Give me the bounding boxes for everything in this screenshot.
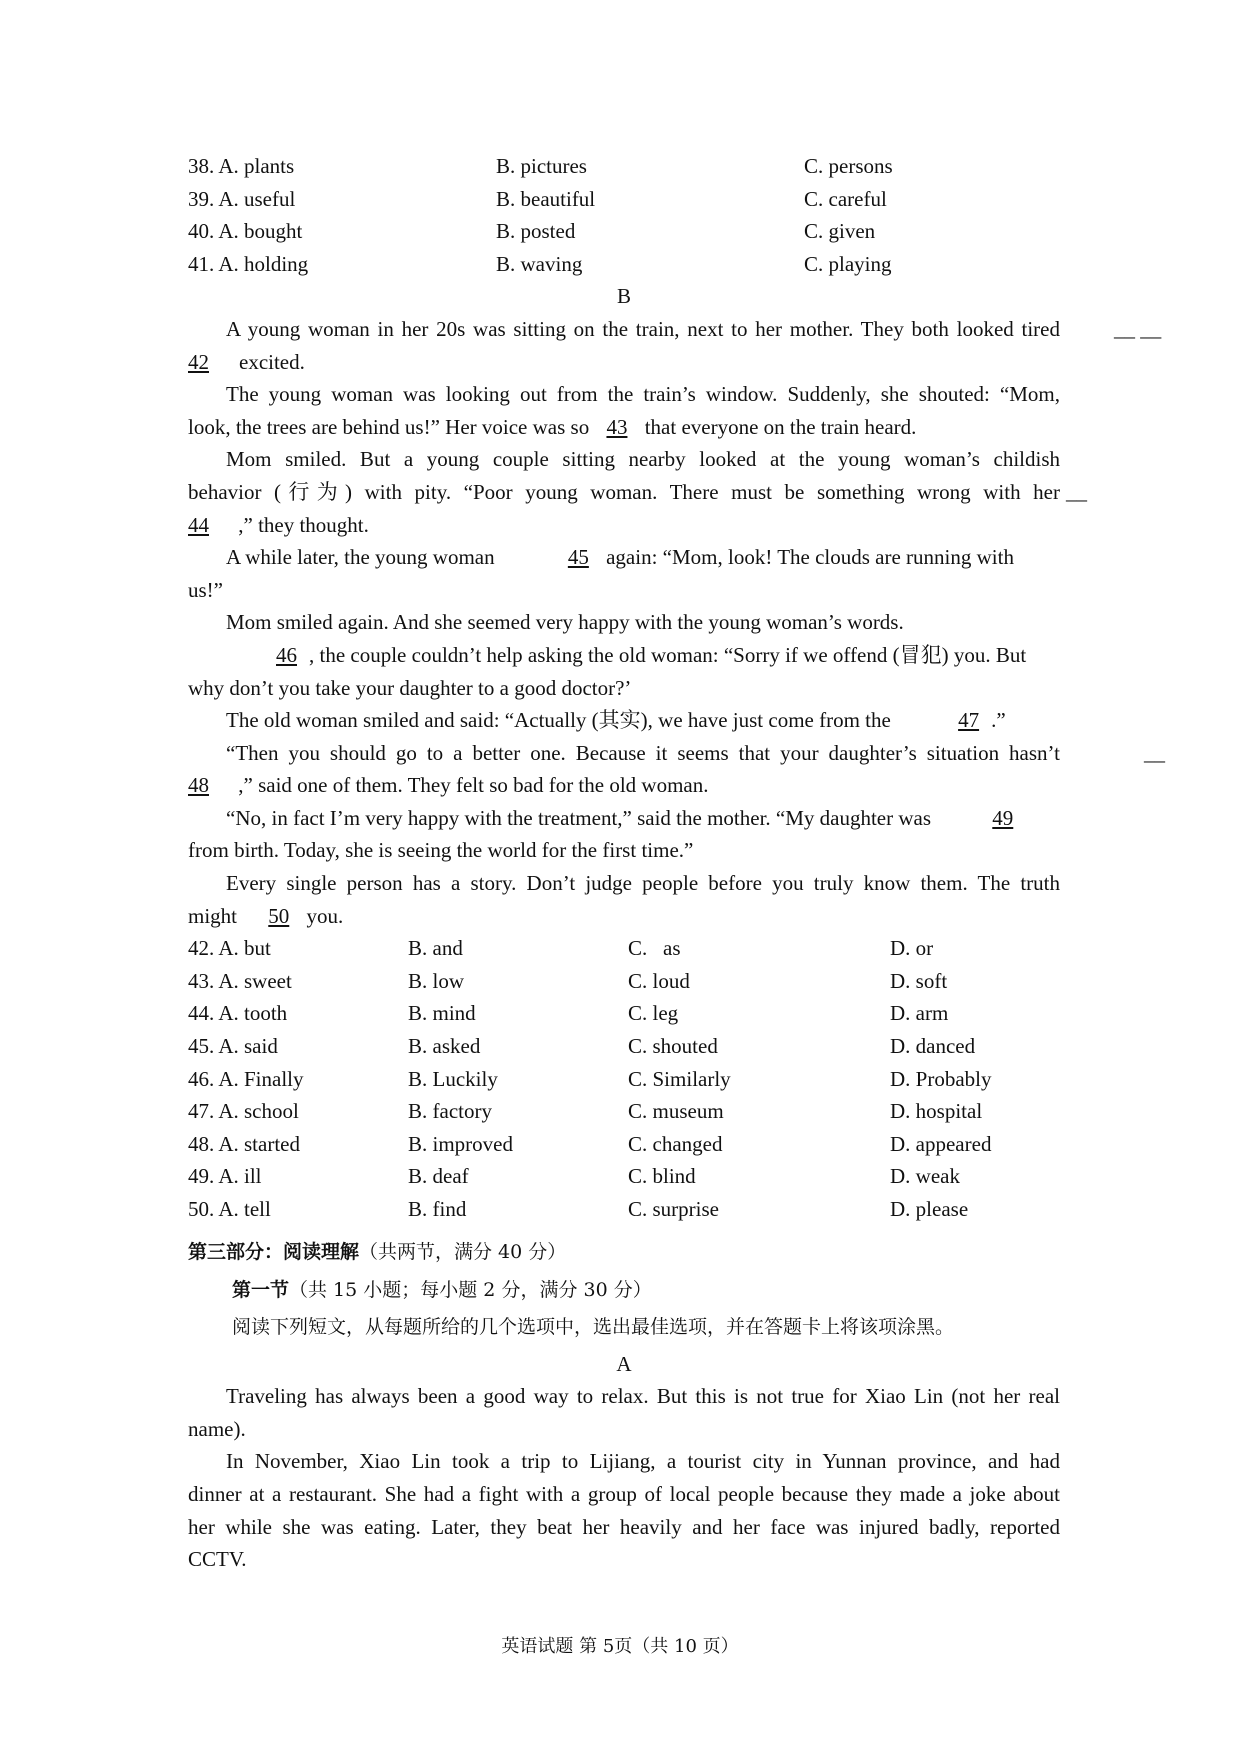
passage-line: from birth. Today, she is seeing the world for the first time.” <box>188 838 694 863</box>
option-row-49: 49. A. ill B. deaf C. blind D. weak <box>188 1164 960 1189</box>
passage-line: dinner at a restaurant. She had a fight with a group of local people because they made a joke about <box>188 1481 1060 1506</box>
passage-b <box>188 313 1165 932</box>
option-row-48: 48. A. started B. improved C. changed D. appeared <box>188 1131 992 1156</box>
option-row-46: 46. A. Finally B. Luckily C. Similarly D. Probably <box>188 1066 992 1091</box>
option-row-43: 43. A. sweet B. low C. loud D. soft <box>188 968 948 993</box>
option-row-41: 41. A. holding B. waving C. playing <box>188 251 892 276</box>
section1-heading: 第一节（共 15 小题；每小题 2 分，满分 30 分） <box>232 1278 652 1301</box>
blank-49: 49 <box>992 805 1014 830</box>
passage-line: behavior (行为) with pity. “Poor young woman. There must be something wrong with her __ <box>188 479 1087 504</box>
option-row-40: 40. A. bought B. posted C. given <box>188 219 876 244</box>
option-row-39: 39. A. useful B. beautiful C. careful <box>188 186 887 211</box>
passage-line: Mom smiled again. And she seemed very happy with the young woman’s words. <box>226 610 904 635</box>
passage-line: The old woman smiled and said: “Actually (其实), we have just come from the 47 .” <box>188 704 1060 737</box>
passage-line: why don’t you take your daughter to a good doctor?’ <box>188 675 632 700</box>
option-row-47: 47. A. school B. factory C. museum D. hospital <box>188 1099 983 1124</box>
option-row-44: 44. A. tooth B. mind C. leg D. arm <box>188 1001 949 1026</box>
option-row-45: 45. A. said B. asked C. shouted D. danced <box>188 1034 976 1059</box>
passage-line: In November, Xiao Lin took a trip to Lijiang, a tourist city in Yunnan province, and had <box>226 1449 1060 1474</box>
passage-line: Mom smiled. But a young couple sitting nearby looked at the young woman’s childish <box>226 447 1060 472</box>
exam-page <box>188 150 1165 1576</box>
blank-45: 45 <box>567 545 589 570</box>
blank-44: 44 <box>188 512 209 537</box>
reading-instruction: 阅读下列短文，从每题所给的几个选项中，选出最佳选项，并在答题卡上将该项涂黑。 <box>232 1315 955 1338</box>
page-footer: 英语试题 第 5页（共 10 页） <box>501 1636 739 1657</box>
blank-47: 47 <box>958 708 980 733</box>
passage-line: CCTV. <box>188 1547 247 1572</box>
blank-42: 42 <box>188 349 209 374</box>
passage-line: The young woman was looking out from the train’s window. Suddenly, she shouted: “Mom, <box>226 382 1060 407</box>
passage-line: Every single person has a story. Don’t judge people before you truly know them. The truth <box>226 871 1060 896</box>
option-row-38: 38. A. plants B. pictures C. persons <box>188 154 893 178</box>
blank-50: 50 <box>268 903 290 928</box>
passage-line: 44 ,” they thought. <box>188 509 1060 542</box>
passage-line: look, the trees are behind us!” Her voice was so 43 that everyone on the train heard. <box>188 411 1060 444</box>
blank-43: 43 <box>606 414 628 439</box>
section-letter-b: B <box>616 284 631 309</box>
passage-line: 48 ,” said one of them. They felt so bad for the old woman. <box>188 769 1060 802</box>
section-letter-a: A <box>616 1351 632 1376</box>
passage-line: might 50 you. <box>188 900 1060 933</box>
passage-a <box>188 1380 1060 1576</box>
passage-line: “Then you should go to a better one. Because it seems that your daughter’s situation hasn’t __ <box>226 740 1165 765</box>
passage-line: name). <box>188 1416 246 1441</box>
passage-line: 42 excited. <box>188 346 1060 379</box>
passage-line: A while later, the young woman 45 again: “Mom, look! The clouds are running with <box>188 541 1060 574</box>
passage-line: A young woman in her 20s was sitting on the train, next to her mother. They both looked tired __ __ <box>226 316 1162 341</box>
options-42-50 <box>188 932 1060 1225</box>
part3-heading: 第三部分：阅读理解（共两节，满分 40 分） <box>188 1240 567 1263</box>
passage-line: “No, in fact I’m very happy with the treatment,” said the mother. “My daughter was 49 <box>188 802 1060 835</box>
blank-48: 48 <box>188 773 209 798</box>
passage-line: us!” <box>188 577 223 602</box>
passage-line: Traveling has always been a good way to relax. But this is not true for Xiao Lin (not her real <box>226 1384 1060 1409</box>
blank-46: 46 <box>276 642 297 667</box>
passage-line: 46 , the couple couldn’t help asking the old woman: “Sorry if we offend (冒犯) you. But <box>188 639 1060 672</box>
options-38-41 <box>188 150 1060 280</box>
option-row-42: 42. A. but B. and C. as D. or <box>188 936 934 961</box>
option-row-50: 50. A. tell B. find C. surprise D. please <box>188 1197 969 1221</box>
passage-line: her while she was eating. Later, they beat her heavily and her face was injured badly, reported <box>188 1514 1060 1539</box>
